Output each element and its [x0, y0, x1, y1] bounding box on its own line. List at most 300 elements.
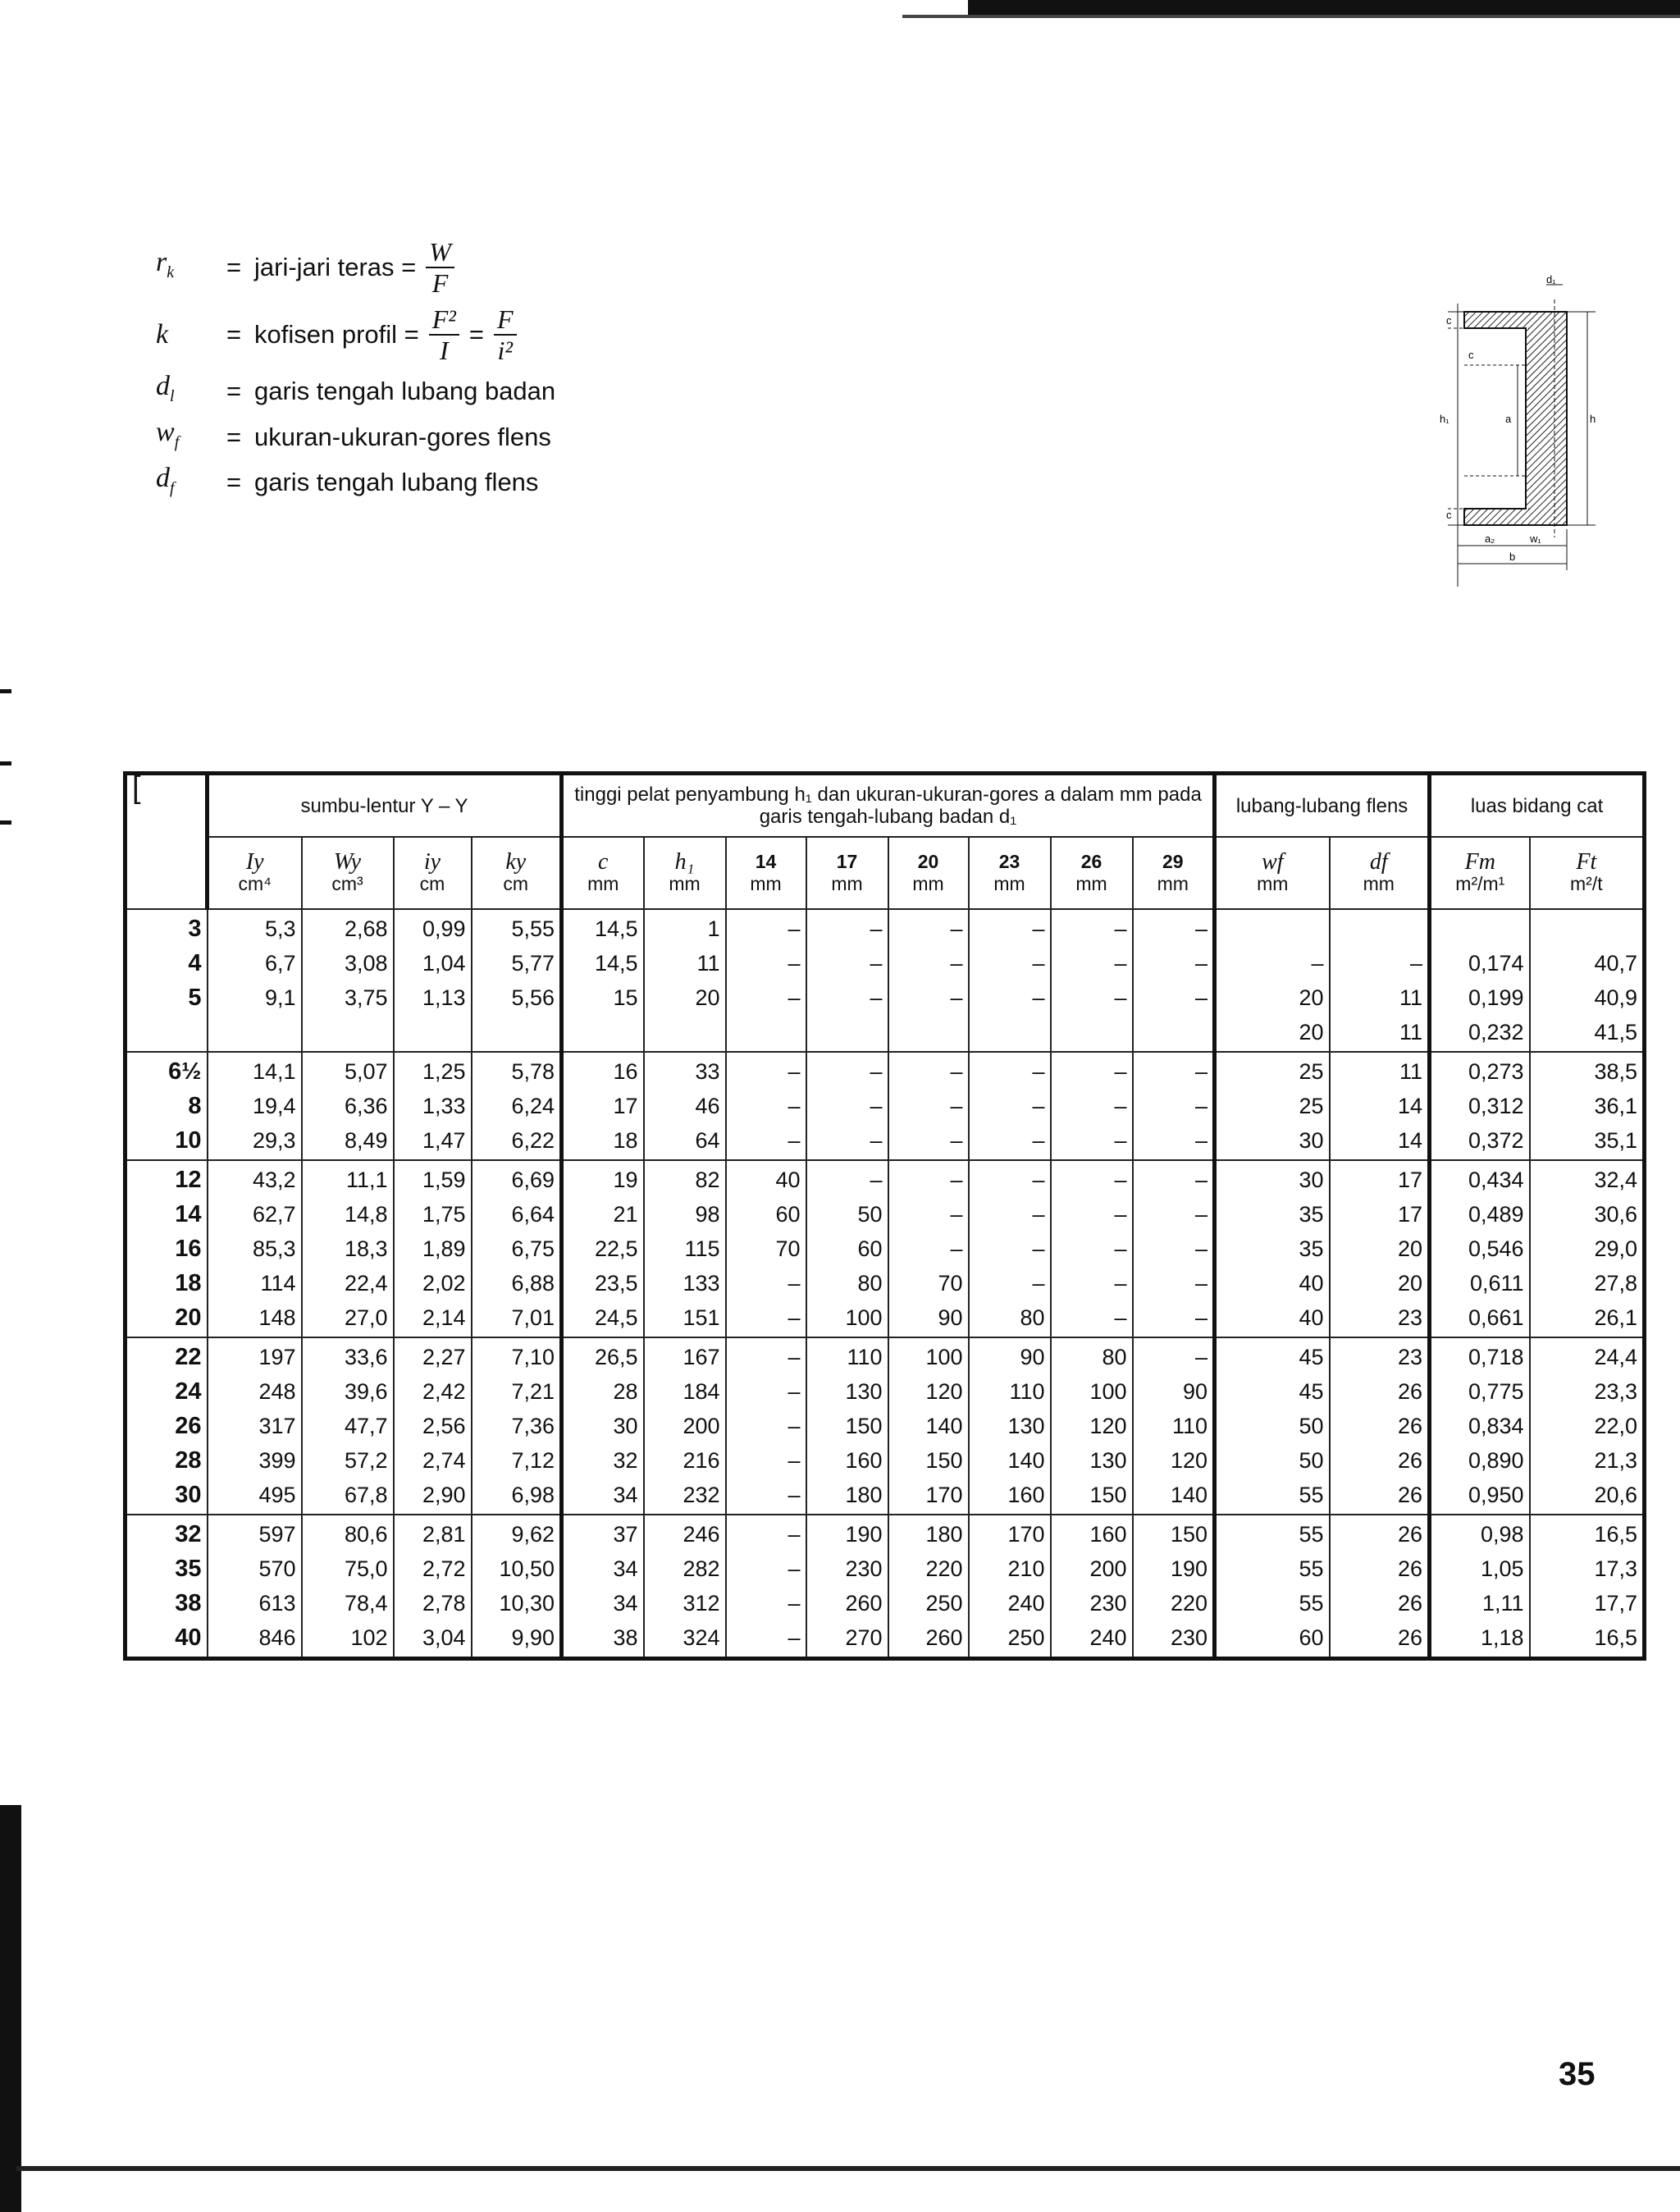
cell-value: 160: [845, 1448, 883, 1473]
table-cell: [394, 909, 472, 1052]
cell-value: 55: [1299, 1483, 1324, 1507]
table-cell: [208, 1052, 302, 1160]
table-cell: [208, 1515, 302, 1659]
profile-size-cell: [126, 1052, 208, 1160]
definitions-block: [156, 234, 555, 505]
diagram-label: b: [1509, 551, 1516, 563]
cell-value: 0,372: [1468, 1128, 1524, 1153]
cell-value: 100: [845, 1305, 883, 1330]
cell-value: –: [950, 985, 963, 1010]
cell-value: 100: [925, 1345, 963, 1369]
cell-value: 1,33: [422, 1094, 466, 1118]
cell-value: –: [788, 1591, 801, 1616]
cell-value: 6,22: [511, 1128, 555, 1153]
cell-value: –: [788, 1483, 801, 1507]
cell-value: –: [870, 916, 883, 941]
profile-size: 3: [188, 916, 202, 942]
definition-wf: $w_f$ = ukuran-ukuran-gores flens: [156, 414, 555, 460]
cell-value: 26,1: [1594, 1305, 1638, 1330]
diagram-label: h₁: [1440, 413, 1449, 425]
definition-df: $d_f$ = garis tengah lubang flens: [156, 460, 555, 506]
table-cell: [806, 1160, 888, 1337]
cell-value: 80: [857, 1271, 883, 1296]
cell-value: 14,5: [594, 916, 638, 941]
diagram-label: a: [1505, 413, 1512, 425]
cell-value: 17: [613, 1094, 638, 1118]
cell-value: 30,6: [1594, 1202, 1638, 1227]
cell-value: 20: [695, 985, 720, 1010]
profile-size: 10: [175, 1127, 202, 1154]
fraction: $\frac{F}{\text{i²}}$: [494, 304, 517, 365]
profile-size: 35: [175, 1556, 202, 1582]
cell-value: 39,6: [344, 1379, 388, 1404]
cell-value: 19: [613, 1168, 638, 1192]
cell-value: 160: [1089, 1522, 1127, 1547]
cell-value: 613: [258, 1591, 296, 1616]
cell-value: 200: [682, 1414, 720, 1438]
table-cell: [1430, 909, 1530, 1052]
table-row: [126, 1515, 1645, 1659]
channel-profile-diagram: [1423, 267, 1600, 595]
cell-value: –: [1114, 1236, 1127, 1261]
table-cell: [1133, 1052, 1215, 1160]
symbol: $d_f$: [156, 462, 175, 497]
table-cell: [806, 909, 888, 1052]
cell-value: 197: [258, 1345, 296, 1369]
cell-value: 7,36: [511, 1414, 555, 1438]
cell-value: 102: [350, 1625, 388, 1650]
cell-value: 16,5: [1594, 1522, 1638, 1547]
column-header: 17 mm: [806, 837, 888, 909]
cell-value: 29,0: [1594, 1236, 1638, 1261]
diagram-label: d₁: [1546, 273, 1556, 286]
cell-value: 26: [1398, 1556, 1423, 1581]
cell-value: 0,273: [1468, 1059, 1524, 1084]
cell-value: 26: [1398, 1414, 1423, 1438]
cell-value: –: [1195, 1202, 1208, 1227]
cell-value: –: [1032, 1094, 1045, 1118]
cell-value: 170: [925, 1483, 963, 1507]
cell-value: 22,5: [594, 1236, 638, 1261]
cell-value: 36,1: [1594, 1094, 1638, 1118]
cell-value: 190: [845, 1522, 883, 1547]
cell-value: 40,9: [1594, 985, 1638, 1010]
cell-value: 18,3: [344, 1236, 388, 1261]
cell-value: –: [788, 1128, 801, 1153]
cell-value: 20: [1398, 1271, 1423, 1296]
cell-value: 7,21: [511, 1379, 555, 1404]
cell-value: 6,64: [511, 1202, 555, 1227]
cell-value: 32,4: [1594, 1168, 1638, 1192]
cell-value: 23,5: [594, 1271, 638, 1296]
table-cell: [1530, 909, 1645, 1052]
table-cell: [644, 1515, 726, 1659]
cell-value: 70: [775, 1236, 801, 1261]
cell-value: 30: [1299, 1128, 1324, 1153]
cell-value: –: [1114, 1094, 1127, 1118]
profile-size: 20: [175, 1305, 202, 1331]
cell-value: 2,81: [422, 1522, 466, 1547]
table-cell: [806, 1052, 888, 1160]
cell-value: 57,2: [344, 1448, 388, 1473]
cell-value: 597: [258, 1522, 296, 1547]
cell-value: 34: [613, 1591, 638, 1616]
table-cell: [1215, 909, 1330, 1052]
cell-value: 14,8: [344, 1202, 388, 1227]
cell-value: 9,90: [511, 1625, 555, 1650]
definition-k: k = kofisen profil = $\frac{\text{F²}}{I}$ = $\frac{F}{\text{i²}}$: [156, 301, 555, 368]
table-cell: [302, 909, 394, 1052]
cell-value: 0,775: [1468, 1379, 1524, 1404]
table-cell: [726, 1160, 806, 1337]
column-header: 26 mm: [1051, 837, 1133, 909]
table-row: [126, 1337, 1645, 1515]
cell-value: –: [1114, 1305, 1127, 1330]
cell-value: 0,890: [1468, 1448, 1524, 1473]
cell-value: 140: [1007, 1448, 1045, 1473]
cell-value: 2,27: [422, 1345, 466, 1369]
cell-value: 40,7: [1594, 951, 1638, 976]
cell-value: 150: [925, 1448, 963, 1473]
table-cell: [1051, 909, 1133, 1052]
table-cell: [472, 909, 562, 1052]
cell-value: –: [1410, 951, 1423, 976]
cell-value: –: [1114, 916, 1127, 941]
cell-value: 40: [775, 1168, 801, 1192]
cell-value: 80: [1102, 1345, 1127, 1369]
diagram-label: a₂: [1485, 532, 1495, 545]
column-header: df mm: [1330, 837, 1430, 909]
cell-value: 2,78: [422, 1591, 466, 1616]
table-cell: [644, 909, 726, 1052]
table-cell: [208, 909, 302, 1052]
cell-value: 5,07: [344, 1059, 388, 1084]
table-cell: [1430, 1052, 1530, 1160]
cell-value: 20: [1398, 1236, 1423, 1261]
cell-value: 62,7: [252, 1202, 296, 1227]
cell-value: 40: [1299, 1271, 1324, 1296]
cell-value: 20: [1299, 985, 1324, 1010]
cell-value: 22,4: [344, 1271, 388, 1296]
cell-value: 75,0: [344, 1556, 388, 1581]
cell-value: 246: [682, 1522, 720, 1547]
table-cell: [1133, 1515, 1215, 1659]
cell-value: –: [788, 1379, 801, 1404]
cell-value: –: [1195, 1236, 1208, 1261]
cell-value: 80: [1020, 1305, 1045, 1330]
cell-value: 6,88: [511, 1271, 555, 1296]
margin-mark: [0, 761, 11, 766]
cell-value: –: [1114, 951, 1127, 976]
cell-value: 110: [1009, 1379, 1045, 1404]
cell-value: –: [870, 1128, 883, 1153]
cell-value: 7,12: [511, 1448, 555, 1473]
cell-value: 55: [1299, 1591, 1324, 1616]
cell-value: 0,718: [1468, 1345, 1524, 1369]
table-cell: [888, 1515, 969, 1659]
cell-value: 19,4: [252, 1094, 296, 1118]
cell-value: 1,13: [422, 985, 466, 1010]
cell-value: 150: [845, 1414, 883, 1438]
cell-value: 3,08: [344, 951, 388, 976]
cell-value: 846: [258, 1625, 296, 1650]
scan-edge-top: [968, 0, 1680, 15]
cell-value: –: [870, 1168, 883, 1192]
group-header-flange-holes: lubang-lubang flens: [1215, 774, 1430, 838]
cell-value: 16,5: [1594, 1625, 1638, 1650]
cell-value: 248: [258, 1379, 296, 1404]
cell-value: [1335, 912, 1423, 946]
diagram-label: c: [1468, 349, 1474, 361]
cell-value: 24,4: [1594, 1345, 1638, 1369]
cell-value: –: [870, 951, 883, 976]
cell-value: 28: [613, 1379, 638, 1404]
channel-profile-table: [123, 771, 1642, 1661]
cell-value: 0,199: [1468, 985, 1524, 1010]
cell-value: 317: [258, 1414, 296, 1438]
cell-value: 0,232: [1468, 1020, 1524, 1044]
cell-value: 24,5: [594, 1305, 638, 1330]
cell-value: 26: [1398, 1448, 1423, 1473]
cell-value: 29,3: [252, 1128, 296, 1153]
symbol: $d_l$: [156, 371, 175, 405]
cell-value: –: [1195, 1271, 1208, 1296]
cell-value: 0,174: [1468, 951, 1524, 976]
fraction: $\frac{W}{F}$: [426, 237, 454, 298]
cell-value: 140: [1171, 1483, 1208, 1507]
cell-value: 250: [925, 1591, 963, 1616]
cell-value: 130: [1007, 1414, 1045, 1438]
cell-value: –: [788, 1448, 801, 1473]
definition-rk: $r_k$ = jari-jari teras = $\frac{W}{F}$: [156, 234, 555, 301]
cell-value: –: [1032, 1202, 1045, 1227]
cell-value: 180: [925, 1522, 963, 1547]
cell-value: 34: [613, 1483, 638, 1507]
cell-value: –: [870, 1094, 883, 1118]
cell-value: [1221, 912, 1324, 946]
diagram-label: h: [1590, 413, 1596, 425]
cell-value: –: [1195, 985, 1208, 1010]
table-cell: [394, 1337, 472, 1515]
cell-value: 1,47: [422, 1128, 466, 1153]
table-cell: [472, 1160, 562, 1337]
table-cell: [1430, 1337, 1530, 1515]
cell-value: –: [788, 1625, 801, 1650]
cell-value: –: [1032, 1168, 1045, 1192]
cell-value: 2,74: [422, 1448, 466, 1473]
table-cell: [472, 1052, 562, 1160]
cell-value: –: [1032, 916, 1045, 941]
profile-symbol-header: [: [126, 774, 208, 910]
cell-value: –: [788, 985, 801, 1010]
cell-value: 2,42: [422, 1379, 466, 1404]
symbol: $r_k$: [156, 247, 175, 281]
profile-size: 12: [175, 1167, 202, 1193]
table-cell: [1330, 1052, 1430, 1160]
cell-value: –: [1114, 1271, 1127, 1296]
table-cell: [1215, 1160, 1330, 1337]
profile-size: 30: [175, 1482, 202, 1508]
channel-section-shape: [1464, 312, 1567, 525]
table-cell: [562, 1337, 644, 1515]
cell-value: 14: [1398, 1128, 1423, 1153]
profile-size-cell: [126, 909, 208, 1052]
cell-value: 167: [682, 1345, 720, 1369]
cell-value: 17: [1398, 1202, 1423, 1227]
cell-value: 2,14: [422, 1305, 466, 1330]
cell-value: 130: [1089, 1448, 1127, 1473]
cell-value: 114: [260, 1271, 296, 1296]
cell-value: 5,77: [511, 951, 555, 976]
profile-size-cell: [126, 1160, 208, 1337]
cell-value: 85,3: [252, 1236, 296, 1261]
cell-value: 41,5: [1594, 1020, 1638, 1044]
table-cell: [644, 1160, 726, 1337]
column-header: iy cm: [394, 837, 472, 909]
cell-value: 570: [258, 1556, 296, 1581]
cell-value: –: [1195, 1059, 1208, 1084]
cell-value: 0,950: [1468, 1483, 1524, 1507]
table-cell: [644, 1337, 726, 1515]
profile-size: 16: [175, 1236, 202, 1262]
cell-value: 90: [1020, 1345, 1045, 1369]
cell-value: 130: [845, 1379, 883, 1404]
table-cell: [1430, 1160, 1530, 1337]
cell-value: 7,01: [511, 1305, 555, 1330]
cell-value: 38: [613, 1625, 638, 1650]
table-cell: [969, 1337, 1051, 1515]
cell-value: 90: [938, 1305, 963, 1330]
cell-value: 184: [682, 1379, 720, 1404]
table-cell: [394, 1515, 472, 1659]
cell-value: 27,0: [344, 1305, 388, 1330]
cell-value: 232: [682, 1483, 720, 1507]
cell-value: –: [1114, 1202, 1127, 1227]
table-row: [126, 909, 1645, 1052]
group-header-paint-area: luas bidang cat: [1430, 774, 1645, 838]
cell-value: –: [950, 951, 963, 976]
profile-size: 38: [175, 1590, 202, 1616]
cell-value: 0,611: [1470, 1271, 1524, 1296]
column-header: 23 mm: [969, 837, 1051, 909]
cell-value: –: [788, 1305, 801, 1330]
cell-value: 35: [1299, 1202, 1324, 1227]
cell-value: –: [950, 1094, 963, 1118]
table-cell: [806, 1515, 888, 1659]
cell-value: 25: [1299, 1059, 1324, 1084]
cell-value: –: [870, 1059, 883, 1084]
cell-value: 0,434: [1468, 1168, 1524, 1192]
cell-value: –: [1195, 1305, 1208, 1330]
cell-value: 21,3: [1594, 1448, 1638, 1473]
cell-value: –: [788, 1094, 801, 1118]
cell-value: 5,55: [511, 916, 555, 941]
cell-value: 11: [1399, 1020, 1423, 1044]
cell-value: 26,5: [594, 1345, 638, 1369]
cell-value: 120: [925, 1379, 963, 1404]
cell-value: 26: [1398, 1522, 1423, 1547]
table-cell: [969, 1160, 1051, 1337]
column-header: 29 mm: [1133, 837, 1215, 909]
cell-value: 50: [1299, 1448, 1324, 1473]
cell-value: 1,75: [422, 1202, 466, 1227]
cell-value: 250: [1007, 1625, 1045, 1650]
cell-value: 6,36: [344, 1094, 388, 1118]
cell-value: 180: [845, 1483, 883, 1507]
cell-value: 120: [1089, 1414, 1127, 1438]
cell-value: 37: [613, 1522, 638, 1547]
cell-value: 220: [925, 1556, 963, 1581]
definition-text: ukuran-ukuran-gores flens: [254, 422, 551, 451]
cell-value: 78,4: [344, 1591, 388, 1616]
cell-value: 6,98: [511, 1483, 555, 1507]
column-header: wf mm: [1215, 837, 1330, 909]
cell-value: 312: [682, 1591, 720, 1616]
cell-value: –: [1032, 1059, 1045, 1084]
table-cell: [969, 1515, 1051, 1659]
cell-value: 82: [695, 1168, 720, 1192]
cell-value: 55: [1299, 1556, 1324, 1581]
cell-value: –: [1032, 985, 1045, 1010]
table-cell: [1051, 1337, 1133, 1515]
cell-value: 3,75: [344, 985, 388, 1010]
cell-value: 270: [845, 1625, 883, 1650]
cell-value: 14,1: [252, 1059, 296, 1084]
cell-value: 133: [682, 1271, 720, 1296]
cell-value: 1,18: [1481, 1625, 1524, 1650]
cell-value: 0,98: [1481, 1522, 1524, 1547]
cell-value: –: [788, 1345, 801, 1369]
cell-value: 6,75: [511, 1236, 555, 1261]
cell-value: 26: [1398, 1483, 1423, 1507]
cell-value: 495: [258, 1483, 296, 1507]
cell-value: 55: [1299, 1522, 1324, 1547]
cell-value: 17,3: [1594, 1556, 1638, 1581]
cell-value: 1: [707, 916, 720, 941]
cell-value: –: [870, 985, 883, 1010]
table-cell: [1215, 1515, 1330, 1659]
table-cell: [208, 1160, 302, 1337]
cell-value: 0,489: [1468, 1202, 1524, 1227]
group-header-axis-y: sumbu-lentur Y – Y: [208, 774, 562, 838]
cell-value: 216: [682, 1448, 720, 1473]
table-cell: [208, 1337, 302, 1515]
cell-value: 150: [1171, 1522, 1208, 1547]
column-header: h₁ mm: [644, 837, 726, 909]
cell-value: 150: [1089, 1483, 1127, 1507]
table-cell: [1133, 1160, 1215, 1337]
cell-value: 90: [1183, 1379, 1208, 1404]
profile-size: 5: [188, 985, 202, 1011]
cell-value: –: [788, 951, 801, 976]
table-cell: [888, 1052, 969, 1160]
table-cell: [806, 1337, 888, 1515]
profile-size: 14: [175, 1201, 202, 1227]
table-cell: [726, 909, 806, 1052]
table-cell: [1215, 1052, 1330, 1160]
cell-value: 220: [1171, 1591, 1208, 1616]
profile-size: 8: [188, 1093, 202, 1119]
table-cell: [644, 1052, 726, 1160]
cell-value: –: [950, 1128, 963, 1153]
profile-size: 6½: [168, 1058, 202, 1085]
table-cell: [1051, 1160, 1133, 1337]
cell-value: 260: [845, 1591, 883, 1616]
cell-value: –: [1195, 1168, 1208, 1192]
table-cell: [1330, 1337, 1430, 1515]
table-cell: [1530, 1052, 1645, 1160]
table-cell: [1215, 1337, 1330, 1515]
